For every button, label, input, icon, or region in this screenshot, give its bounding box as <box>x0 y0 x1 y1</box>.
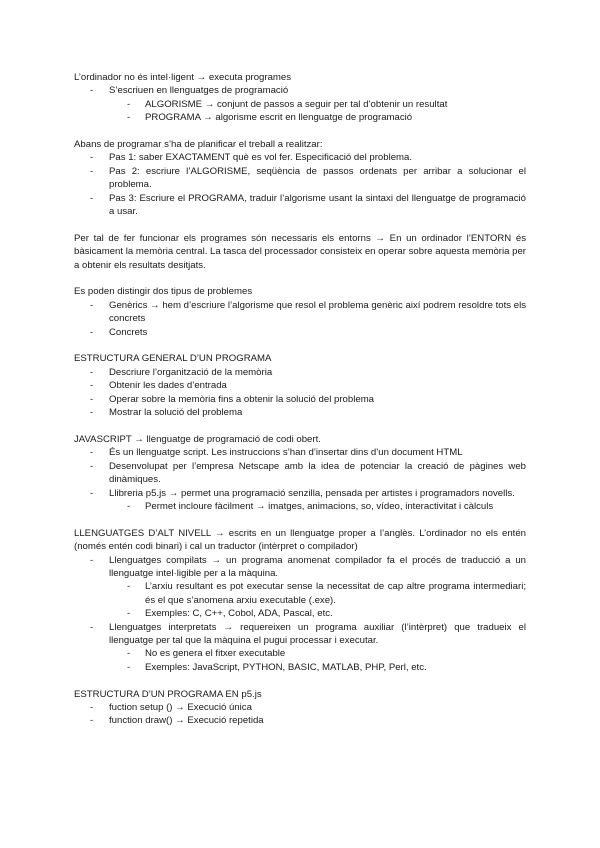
bullet-text: Desenvolupat per l’empresa Netscape amb la idea de potenciar la creació de pàgines web dinàmiques. <box>109 460 526 486</box>
bullet-text: Operar sobre la memòria fins a obtenir la solució del problema <box>109 393 375 405</box>
bullet: - Concrets <box>90 326 148 338</box>
bullet-text: Pas 3: Escriure el PROGRAMA, traduir l’algorisme usant la sintaxi del llenguatge de programació a usar. <box>109 192 526 218</box>
bullet: - fuction setup () → Execució única <box>90 701 252 713</box>
paragraph: Per tal de fer funcionar els programes són necessaris els entorns → En un ordinador l’ENTORN és bàsicament la memòria central. La tasca del processador consisteix en operar sobre aquesta memòria per a obtenir els resultats desitjats. <box>74 232 526 271</box>
bullet-text: Llenguatges compilats → un programa anomenat compilador fa el procés de traducció a un llenguatge intel·ligible per a la màquina. <box>109 554 526 579</box>
bullet: - Llenguatges interpretats → requereixen un programa auxiliar (l’intèrpret) que tradueix el llenguatge per tal que la màquina el pugui processar i executar. <box>90 621 526 646</box>
section-heading: JAVASCRIPT → llenguatge de programació de codi obert. <box>74 433 321 445</box>
bullet-text: Llibreria p5.js → permet una programació senzilla, pensada per artistes i programadors novells. <box>109 487 515 499</box>
bullet: - Llibreria p5.js → permet una programació senzilla, pensada per artistes i programadors novells. <box>90 487 515 499</box>
section-planning <box>74 138 526 218</box>
section-high-level-languages <box>74 527 526 674</box>
section-environments <box>74 232 526 272</box>
bullet-text: Exemples: JavaScript, PYTHON, BASIC, MATLAB, PHP, Perl, etc. <box>145 661 427 673</box>
section-heading: LLENGUATGES D’ALT NIVELL → escrits en un llenguatge proper a l’anglès. L’ordinador no els entén (només entén codi binari) i cal un traductor (intèrpret o compilador) <box>74 527 526 553</box>
bullet-text: Descriure l’organització de la memòria <box>109 366 273 378</box>
section-program-structure <box>74 352 526 419</box>
bullet-text: PROGRAMA → algorisme escrit en llenguatge de programació <box>145 112 413 124</box>
sub-bullet: - No es genera el fitxer executable <box>127 648 286 660</box>
paragraph: L’ordinador no és intel·ligent → executa programes <box>74 72 292 83</box>
bullet: - S’escriuen en llenguatges de programació <box>90 85 289 97</box>
bullet-text: fuction setup () → Execució única <box>109 701 252 713</box>
bullet-text: Permet incloure fàcilment → imatges, animacions, so, vídeo, interactivitat i càlculs <box>145 500 494 512</box>
bullet-text: Obtenir les dades d’entrada <box>109 380 227 392</box>
bullet: - Pas 3: Escriure el PROGRAMA, traduir l’algorisme usant la sintaxi del llenguatge de programació a usar. <box>90 192 526 218</box>
paragraph: Abans de programar s’ha de planificar el treball a realitzar: <box>74 139 323 151</box>
bullet-text: És un llenguatge script. Les instruccions s’han d’insertar dins d’un document HTML <box>109 447 463 459</box>
bullet: - Mostrar la solució del problema <box>90 407 243 419</box>
bullet: - Operar sobre la memòria fins a obtenir la solució del problema <box>90 393 375 405</box>
sub-bullet: - Exemples: JavaScript, PYTHON, BASIC, MATLAB, PHP, Perl, etc. <box>127 661 427 673</box>
sub-bullet: - Permet incloure fàcilment → imatges, animacions, so, vídeo, interactivitat i càlculs <box>127 500 494 512</box>
bullet-text: ALGORISME → conjunt de passos a seguir per tal d’obtenir un resultat <box>145 98 448 110</box>
bullet: - Llenguatges compilats → un programa anomenat compilador fa el procés de traducció a un llenguatge intel·ligible per a la màquina. <box>90 554 526 579</box>
bullet-text: Concrets <box>109 326 148 338</box>
section-intro <box>74 71 526 125</box>
paragraph: Es poden distingir dos tipus de problemes <box>74 286 253 298</box>
bullet-text: Pas 1: saber EXACTAMENT què es vol fer. Especificació del problema. <box>109 152 413 164</box>
section-heading: ESTRUCTURA GENERAL D’UN PROGRAMA <box>74 353 272 365</box>
section-problem-types <box>74 285 526 339</box>
bullet: - Pas 1: saber EXACTAMENT què es vol fer. Especificació del problema. <box>90 152 413 164</box>
section-javascript <box>74 433 526 513</box>
bullet-text: S’escriuen en llenguatges de programació <box>109 85 289 97</box>
sub-bullet: - PROGRAMA → algorisme escrit en llenguatge de programació <box>127 112 413 124</box>
bullet: - function draw() → Execució repetida <box>90 715 264 727</box>
bullet-text: function draw() → Execució repetida <box>109 715 264 727</box>
bullet: - Descriure l’organització de la memòria <box>90 366 273 378</box>
bullet-text: No es genera el fitxer executable <box>145 648 286 660</box>
sub-bullet: - L’arxiu resultant es pot executar sense la necessitat de cap altre programa intermediari; és el que s’anomena arxiu executable (.exe). <box>127 581 526 606</box>
bullet: - Pas 2: escriure l’ALGORISME, seqüència de passos ordenats per arribar a solucionar el problema. <box>90 165 526 191</box>
document-page <box>74 71 526 741</box>
section-heading: ESTRUCTURA D’UN PROGRAMA EN p5.js <box>74 688 262 700</box>
bullet-text: Mostrar la solució del problema <box>109 407 243 419</box>
bullet: - És un llenguatge script. Les instruccions s’han d’insertar dins d’un document HTML <box>90 447 463 459</box>
bullet-text: Genèrics → hem d’escriure l’algorisme que resol el problema genèric així podrem resoldre tots els concrets <box>109 299 526 325</box>
bullet: - Desenvolupat per l’empresa Netscape amb la idea de potenciar la creació de pàgines web dinàmiques. <box>90 460 526 486</box>
sub-bullet: - Exemples: C, C++, Cobol, ADA, Pascal, etc. <box>127 608 333 620</box>
bullet: - Obtenir les dades d’entrada <box>90 380 227 392</box>
bullet-text: Llenguatges interpretats → requereixen un programa auxiliar (l’intèrpret) que tradueix el llenguatge per tal que la màquina el pugui processar i executar. <box>109 621 526 646</box>
bullet-text: Pas 2: escriure l’ALGORISME, seqüència de passos ordenats per arribar a solucionar el problema. <box>109 165 526 191</box>
bullet-text: Exemples: C, C++, Cobol, ADA, Pascal, etc. <box>145 608 333 620</box>
sub-bullet: - ALGORISME → conjunt de passos a seguir per tal d’obtenir un resultat <box>127 98 448 110</box>
section-p5js-structure <box>74 688 526 728</box>
bullet-text: L’arxiu resultant es pot executar sense la necessitat de cap altre programa intermediari; és el que s’anomena arxiu executable (.exe). <box>145 581 526 606</box>
bullet: - Genèrics → hem d’escriure l’algorisme que resol el problema genèric així podrem resoldre tots els concrets <box>90 299 526 325</box>
